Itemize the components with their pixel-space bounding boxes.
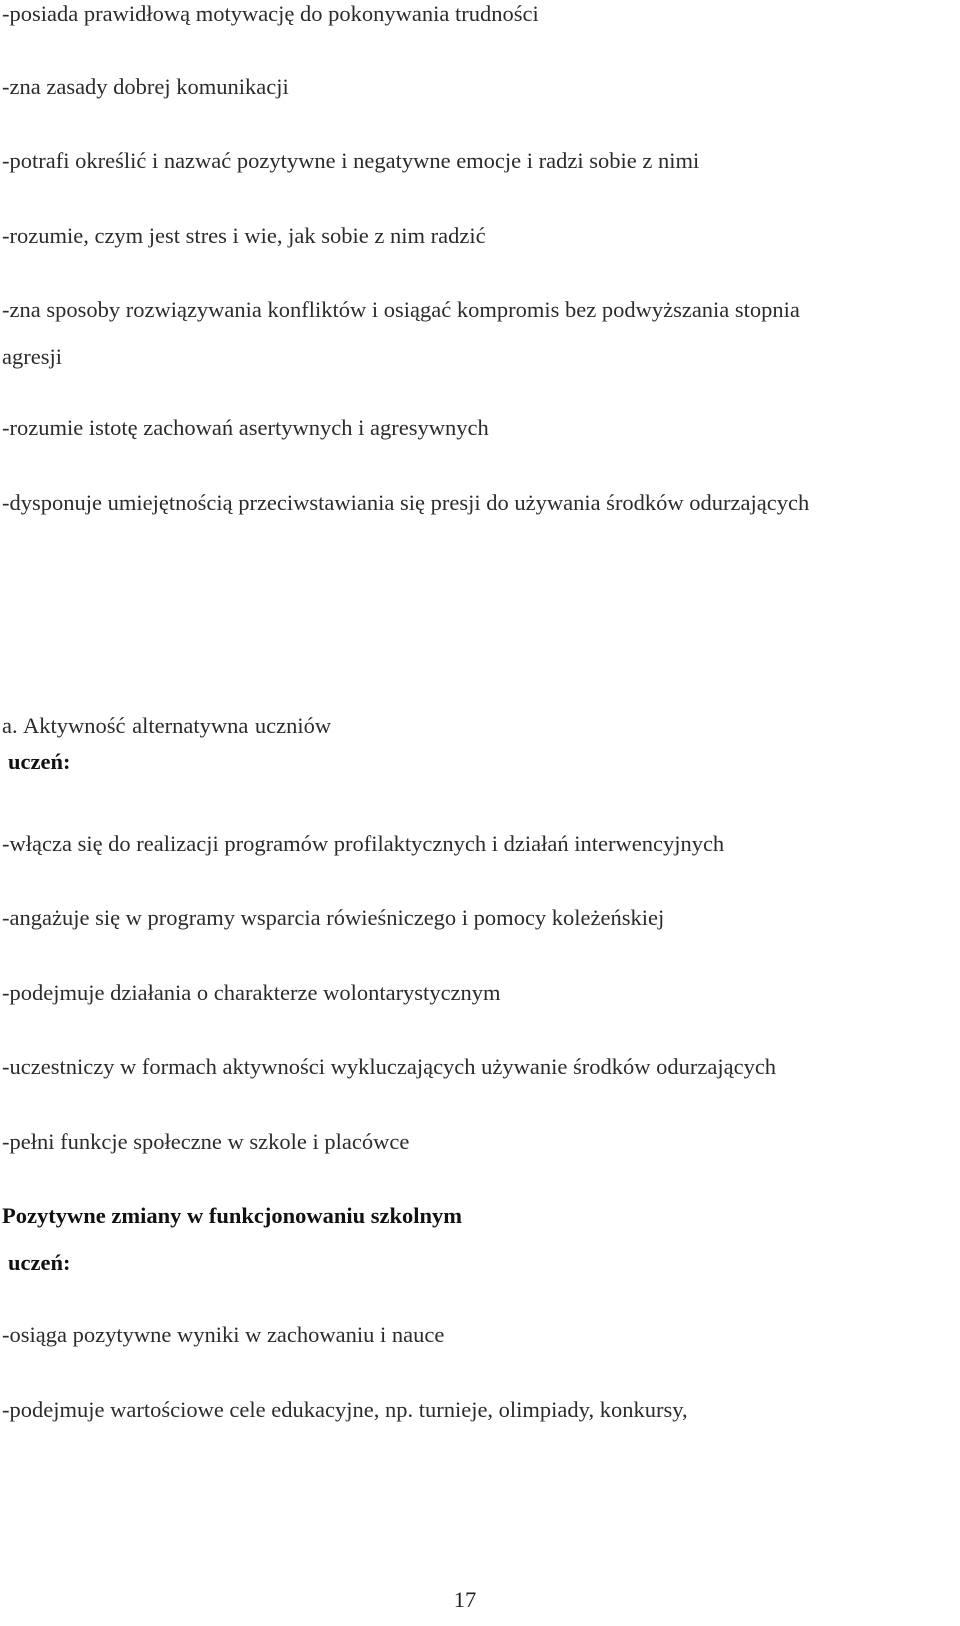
list-item: -potrafi określić i nazwać pozytywne i negatywne emocje i radzi sobie z nimi: [2, 148, 700, 173]
list-item: -osiąga pozytywne wyniki w zachowaniu i nauce: [2, 1322, 445, 1347]
section-a-subject: uczeń:: [8, 749, 71, 774]
list-item: -włącza się do realizacji programów profilaktycznych i działań interwencyjnych: [2, 831, 725, 856]
page-number: 17: [453, 1587, 477, 1612]
list-item: -podejmuje działania o charakterze wolontarystycznym: [2, 980, 501, 1005]
section-b-heading: Pozytywne zmiany w funkcjonowaniu szkolnym: [2, 1203, 463, 1228]
list-item: -dysponuje umiejętnością przeciwstawiania się presji do używania środków odurzających: [2, 490, 810, 515]
list-item-continuation: agresji: [2, 344, 62, 369]
list-item: -pełni funkcje społeczne w szkole i placówce: [2, 1129, 410, 1154]
list-item: -zna sposoby rozwiązywania konfliktów i osiągać kompromis bez podwyższania stopnia: [2, 297, 800, 322]
list-item: -angażuje się w programy wsparcia rówieśniczego i pomocy koleżeńskiej: [2, 905, 665, 930]
list-item: -uczestniczy w formach aktywności wykluczających używanie środków odurzających: [2, 1054, 777, 1079]
list-item: -rozumie, czym jest stres i wie, jak sobie z nim radzić: [2, 223, 486, 248]
list-item: -podejmuje wartościowe cele edukacyjne, np. turnieje, olimpiady, konkursy,: [2, 1397, 688, 1422]
section-a-heading: a. Aktywność alternatywna uczniów: [2, 713, 332, 738]
list-item: -posiada prawidłową motywację do pokonywania trudności: [2, 1, 539, 26]
list-item: -rozumie istotę zachowań asertywnych i agresywnych: [2, 415, 489, 440]
section-b-subject: uczeń:: [8, 1250, 71, 1275]
list-item: -zna zasady dobrej komunikacji: [2, 74, 289, 99]
